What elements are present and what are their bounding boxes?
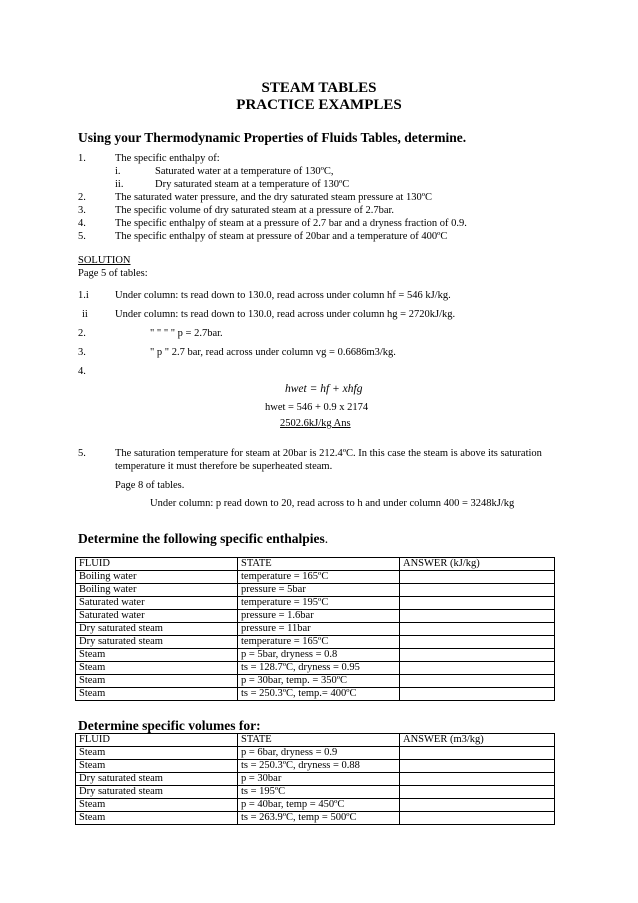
table-cell: Boiling water	[76, 571, 238, 584]
volume-table	[75, 733, 555, 825]
table-cell: temperature = 165ºC	[238, 571, 400, 584]
table-row	[76, 786, 555, 799]
answer-cell[interactable]	[400, 675, 555, 688]
solution-number: 3.	[78, 347, 86, 358]
table-cell: Steam	[76, 662, 238, 675]
table-header-row	[76, 734, 555, 747]
solution-text: " " " " p = 2.7bar.	[150, 328, 223, 339]
solution-text: temperature it must therefore be superheated steam.	[115, 461, 333, 472]
table-cell: p = 40bar, temp = 450ºC	[238, 799, 400, 812]
solution-text: The saturation temperature for steam at 20bar is 212.4ºC. In this case the steam is above its saturation	[115, 448, 542, 459]
table-header: STATE	[238, 734, 400, 747]
table-row	[76, 773, 555, 786]
table-row	[76, 760, 555, 773]
title-line-1: STEAM TABLES	[261, 80, 377, 96]
table-cell: ts = 195ºC	[238, 786, 400, 799]
solution-number: ii	[82, 309, 88, 320]
table-row	[76, 812, 555, 825]
q-text: The specific enthalpy of:	[115, 153, 220, 164]
table-row	[76, 799, 555, 812]
q-number: 2.	[78, 192, 86, 203]
table-cell: ts = 263.9ºC, temp = 500ºC	[238, 812, 400, 825]
table-cell: p = 6bar, dryness = 0.9	[238, 747, 400, 760]
table-row	[76, 662, 555, 675]
solution-number: 4.	[78, 366, 86, 377]
table-cell: Steam	[76, 747, 238, 760]
table-header: ANSWER (m3/kg)	[400, 734, 555, 747]
title-line-2: PRACTICE EXAMPLES	[236, 97, 402, 113]
table-cell: Dry saturated steam	[76, 773, 238, 786]
table-header: ANSWER (kJ/kg)	[400, 558, 555, 571]
table-row	[76, 649, 555, 662]
answer-cell[interactable]	[400, 799, 555, 812]
answer-cell[interactable]	[400, 773, 555, 786]
table-cell: ts = 250.3ºC, dryness = 0.88	[238, 760, 400, 773]
table-cell: ts = 250.3ºC, temp.= 400ºC	[238, 688, 400, 701]
answer-cell[interactable]	[400, 584, 555, 597]
q-text: The specific enthalpy of steam at pressure of 20bar and a temperature of 400ºC	[115, 231, 448, 242]
table-row	[76, 747, 555, 760]
table-row	[76, 623, 555, 636]
table-cell: p = 5bar, dryness = 0.8	[238, 649, 400, 662]
q-number: ii.	[115, 179, 124, 190]
page-reference: Page 8 of tables.	[115, 480, 185, 491]
table-cell: p = 30bar	[238, 773, 400, 786]
answer-cell[interactable]	[400, 571, 555, 584]
answer-cell[interactable]	[400, 623, 555, 636]
table-row	[76, 584, 555, 597]
table-header: FLUID	[76, 734, 238, 747]
enthalpy-table	[75, 557, 555, 701]
equation-line: hwet = 546 + 0.9 x 2174	[265, 402, 369, 413]
table-row	[76, 636, 555, 649]
table-cell: Steam	[76, 812, 238, 825]
solution-number: 2.	[78, 328, 86, 339]
answer-cell[interactable]	[400, 812, 555, 825]
table-cell: Dry saturated steam	[76, 636, 238, 649]
solution-text: Under column: p read down to 20, read across to h and under column 400 = 3248kJ/kg	[150, 498, 515, 509]
answer-cell[interactable]	[400, 688, 555, 701]
table-cell: Steam	[76, 649, 238, 662]
q-text: The specific enthalpy of steam at a pressure of 2.7 bar and a dryness fraction of 0.9.	[115, 218, 467, 229]
table-row	[76, 688, 555, 701]
table-cell: pressure = 11bar	[238, 623, 400, 636]
q-number: 5.	[78, 231, 86, 242]
solution-heading: SOLUTION	[78, 255, 131, 266]
table-cell: temperature = 165ºC	[238, 636, 400, 649]
table-cell: Saturated water	[76, 610, 238, 623]
answer-cell[interactable]	[400, 760, 555, 773]
answer-cell[interactable]	[400, 610, 555, 623]
solution-text: Under column: ts read down to 130.0, read across under column hg = 2720kJ/kg.	[115, 309, 456, 320]
answer-cell[interactable]	[400, 597, 555, 610]
table-cell: Dry saturated steam	[76, 623, 238, 636]
table-row	[76, 675, 555, 688]
table-cell: pressure = 1.6bar	[238, 610, 400, 623]
table-cell: pressure = 5bar	[238, 584, 400, 597]
q-text: Saturated water at a temperature of 130ºC,	[155, 166, 334, 177]
answer-cell[interactable]	[400, 747, 555, 760]
table-row	[76, 597, 555, 610]
table-cell: Boiling water	[76, 584, 238, 597]
table-row	[76, 610, 555, 623]
table-cell: p = 30bar, temp. = 350ºC	[238, 675, 400, 688]
answer-cell[interactable]	[400, 662, 555, 675]
table-cell: Steam	[76, 688, 238, 701]
equation-line: hwet = hf + xhfg	[285, 383, 363, 395]
solution-number: 5.	[78, 448, 86, 459]
q-number: 1.	[78, 153, 86, 164]
table-header: FLUID	[76, 558, 238, 571]
solution-text: " p " 2.7 bar, read across under column vg = 0.6686m3/kg.	[150, 347, 396, 358]
table-cell: Dry saturated steam	[76, 786, 238, 799]
q-text: The saturated water pressure, and the dry saturated steam pressure at 130ºC	[115, 192, 432, 203]
answer-cell[interactable]	[400, 649, 555, 662]
table-cell: Saturated water	[76, 597, 238, 610]
answer-cell[interactable]	[400, 636, 555, 649]
table-cell: Steam	[76, 675, 238, 688]
table-cell: temperature = 195ºC	[238, 597, 400, 610]
q-text: Dry saturated steam at a temperature of 130ºC	[155, 179, 350, 190]
q-number: 3.	[78, 205, 86, 216]
answer-cell[interactable]	[400, 786, 555, 799]
intro-heading: Using your Thermodynamic Properties of Fluids Tables, determine.	[78, 130, 467, 145]
q-number: 4.	[78, 218, 86, 229]
table-row	[76, 571, 555, 584]
q-number: i.	[115, 166, 121, 177]
solution-number: 1.i	[78, 290, 89, 301]
table-cell: ts = 128.7ºC, dryness = 0.95	[238, 662, 400, 675]
solution-text: Under column: ts read down to 130.0, read across under column hf = 546 kJ/kg.	[115, 290, 451, 301]
table-header-row	[76, 558, 555, 571]
q-text: The specific volume of dry saturated steam at a pressure of 2.7bar.	[115, 205, 395, 216]
table1-heading: Determine the following specific enthalpies.	[78, 531, 329, 546]
table2-heading: Determine specific volumes for:	[78, 718, 261, 733]
table-cell: Steam	[76, 760, 238, 773]
table-cell: Steam	[76, 799, 238, 812]
table-header: STATE	[238, 558, 400, 571]
equation-answer: 2502.6kJ/kg Ans	[280, 418, 351, 429]
page-reference: Page 5 of tables:	[78, 268, 148, 279]
